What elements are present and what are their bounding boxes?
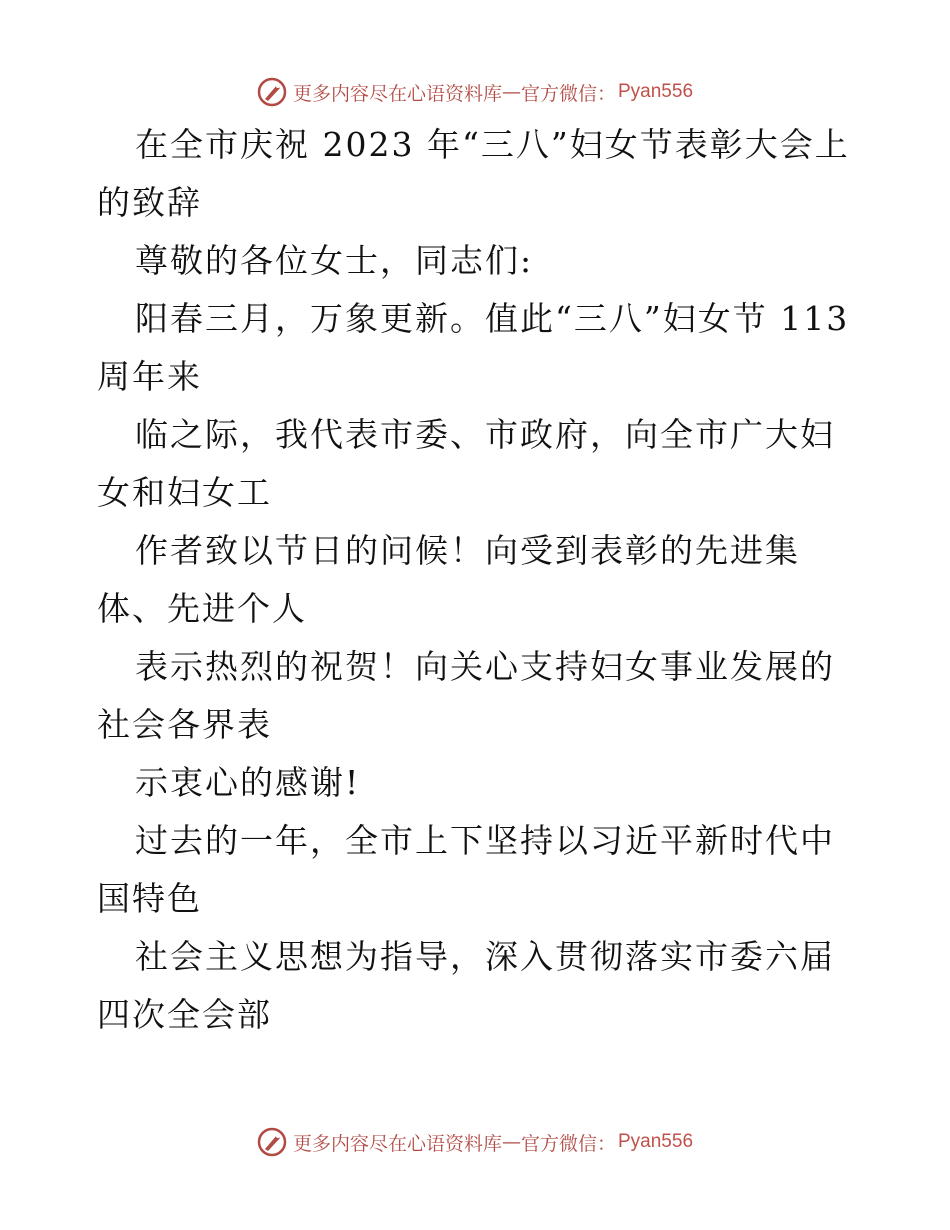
document-paragraph: 社会主义思想为指导，深入贯彻落实市委六届四次全会部	[97, 937, 835, 1034]
pen-logo-icon	[257, 77, 287, 107]
watermark-handle: Pyan556	[618, 81, 694, 102]
document-paragraph: 尊敬的各位女士，同志们:	[135, 241, 534, 280]
watermark-label: 官方微信：	[520, 82, 616, 105]
document-paragraph: 在全市庆祝 2023 年“三八”妇女节表彰大会上的致辞	[97, 125, 850, 222]
watermark-label: 官方微信：	[520, 1132, 616, 1155]
watermark-separator: —	[501, 1131, 521, 1153]
watermark-handle: Pyan556	[618, 1131, 694, 1152]
document-body	[97, 116, 857, 1044]
watermark-separator: —	[501, 81, 521, 103]
document-paragraph: 阳春三月，万象更新。值此“三八”妇女节 113 周年来	[97, 299, 850, 396]
document-paragraph: 过去的一年，全市上下坚持以习近平新时代中国特色	[97, 821, 835, 918]
watermark-brand: 更多内容尽在心语资料库	[292, 1132, 502, 1155]
pen-logo-icon	[257, 1127, 287, 1157]
document-paragraph: 作者致以节日的问候！向受到表彰的先进集体、先进个人	[97, 531, 800, 628]
watermark-brand: 更多内容尽在心语资料库	[292, 82, 502, 105]
footer-watermark	[0, 1122, 950, 1162]
document-paragraph: 表示热烈的祝贺！向关心支持妇女事业发展的社会各界表	[97, 647, 835, 744]
document-paragraph: 示衷心的感谢!	[135, 763, 361, 802]
header-watermark	[0, 72, 950, 112]
document-paragraph: 临之际，我代表市委、市政府，向全市广大妇女和妇女工	[97, 415, 835, 512]
